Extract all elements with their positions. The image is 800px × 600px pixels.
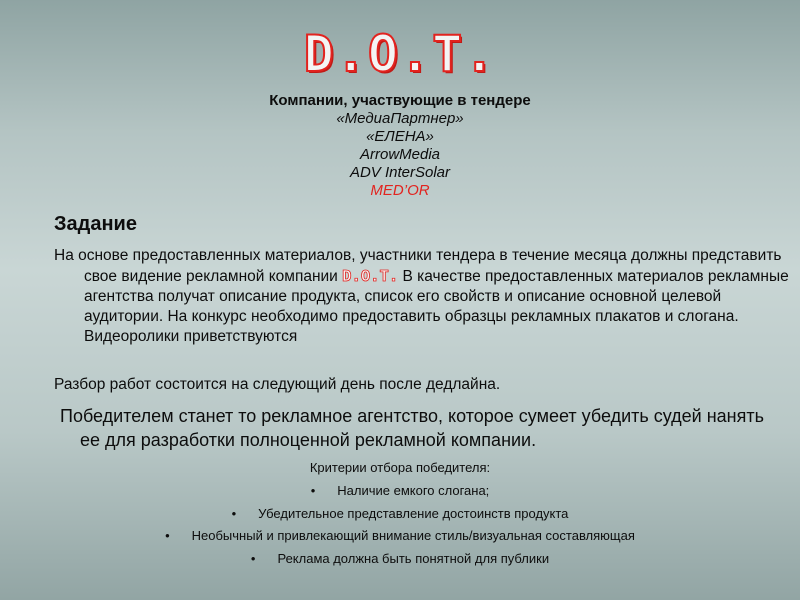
bullet-icon: • <box>250 550 256 566</box>
company-item-highlighted: MED’OR <box>370 182 430 199</box>
criteria-item <box>0 548 800 571</box>
task-paragraph-text-start: На основе предоставленных материалов, участники тендера в течение месяца должны представить свое видение рекламной компании <box>54 247 782 285</box>
criteria-item-text: Наличие емкого слогана; <box>337 483 490 498</box>
company-item: ADV InterSolar <box>349 164 451 181</box>
task-paragraph <box>54 246 800 347</box>
criteria-item <box>0 525 800 548</box>
bullet-icon: • <box>231 505 237 521</box>
bullet-icon: • <box>165 528 170 543</box>
slide-title: D.O.T. <box>303 25 497 83</box>
brand-inline: D.O.T. <box>342 267 399 285</box>
bullet-icon: • <box>310 483 316 498</box>
criteria-list <box>0 480 800 570</box>
criteria-heading: Критерии отбора победителя: <box>309 460 491 475</box>
criteria-item-text: Реклама должна быть понятной для публики <box>277 550 550 566</box>
criteria-item <box>0 503 800 526</box>
company-item: «ЕЛЕНА» <box>366 128 434 145</box>
deadline-paragraph: Разбор работ состоится на следующий день после дедлайна. <box>54 376 501 393</box>
company-item: ArrowMedia <box>359 146 441 163</box>
criteria-item-text: Убедительное представление достоинств продукта <box>258 505 569 521</box>
company-item: «МедиаПартнер» <box>336 110 464 127</box>
companies-heading: Компании, участвующие в тендере <box>269 92 531 109</box>
winner-statement: Победителем станет то рекламное агентство, которое сумеет убедить судей нанять ее для разработки полноценной рекламной компании. <box>60 406 764 450</box>
companies-block <box>0 92 800 200</box>
task-heading: Задание <box>54 213 137 235</box>
task-paragraph-text-end: В качестве предоставленных материалов рекламные агентства получат описание продукта, список его свойств и описание основной целевой аудитории. На конкурс необходимо предоставить образцы рекламных плакатов и слогана. Видеоролики приветствуются <box>84 268 789 345</box>
criteria-item <box>0 480 800 503</box>
criteria-item-text: Необычный и привлекающий внимание стиль/визуальная составляющая <box>191 528 635 543</box>
